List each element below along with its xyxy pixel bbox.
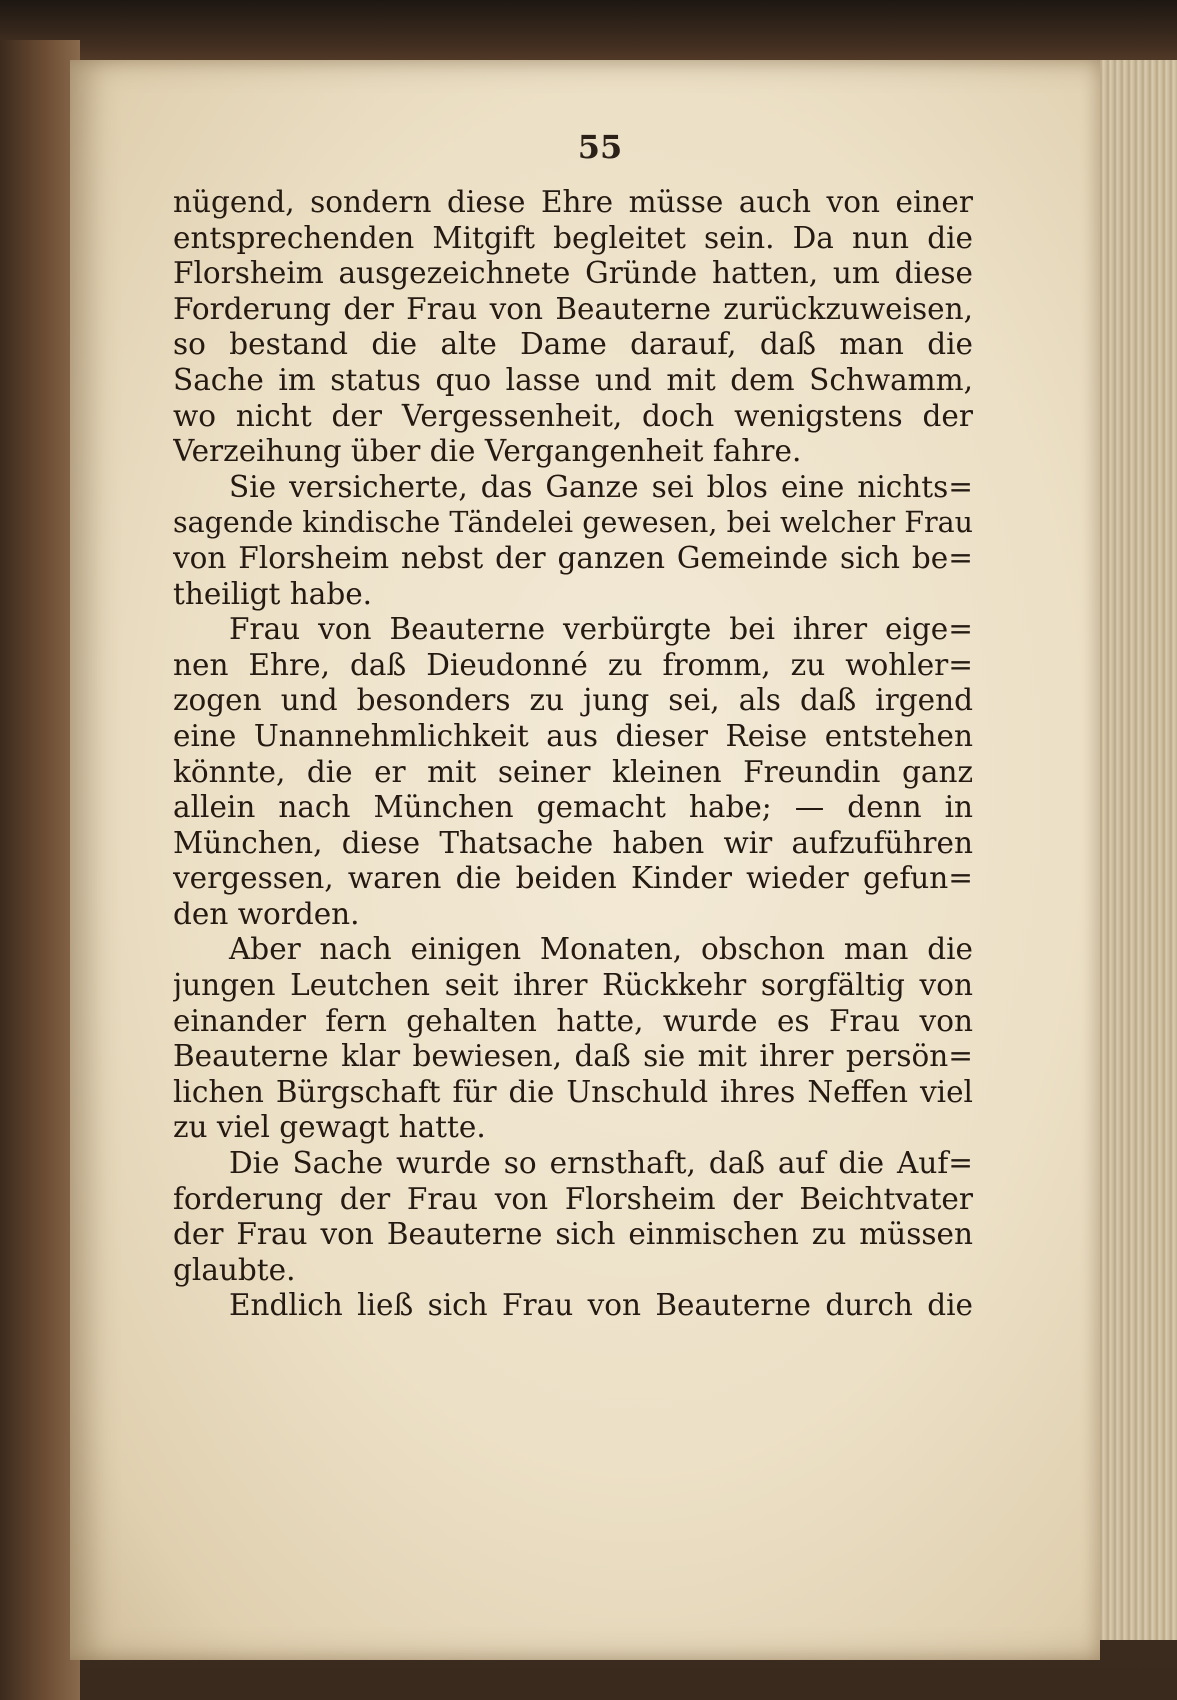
book-cover-left <box>0 40 80 1700</box>
book-page <box>70 60 1100 1660</box>
text-line: einander fern gehalten hatte, wurde es Frau von <box>173 1003 973 1038</box>
text-line: Die Sache wurde so ernsthaft, daß auf die Auf= <box>229 1146 973 1181</box>
text-line: Sie versicherte, das Ganze sei blos eine nichts= <box>229 469 973 504</box>
text-line: Frau von Beauterne verbürgte bei ihrer eige= <box>229 612 973 647</box>
text-line: vergessen, waren die beiden Kinder wieder gefun= <box>173 861 973 896</box>
text-line: den worden. <box>173 896 360 931</box>
text-line: allein nach München gemacht habe; — denn in <box>173 790 973 825</box>
text-line: könnte, die er mit seiner kleinen Freundin ganz <box>173 754 973 789</box>
text-line: Aber nach einigen Monaten, obschon man die <box>229 932 973 967</box>
text-line: Forderung der Frau von Beauterne zurückzuweisen, <box>173 291 973 326</box>
text-line: Beauterne klar bewiesen, daß sie mit ihrer persön= <box>173 1039 973 1074</box>
text-line: entsprechenden Mitgift begleitet sein. Da nun die <box>173 220 973 255</box>
text-line: zu viel gewagt hatte. <box>173 1110 486 1145</box>
text-line: Endlich ließ sich Frau von Beauterne durch die <box>229 1288 973 1323</box>
text-line: München, diese Thatsache haben wir aufzuführen <box>173 825 973 860</box>
text-line: Verzeihung über die Vergangenheit fahre. <box>173 434 802 469</box>
text-line: eine Unannehmlichkeit aus dieser Reise entstehen <box>173 718 973 753</box>
text-line: jungen Leutchen seit ihrer Rückkehr sorgfältig von <box>173 968 973 1003</box>
text-line: nügend, sondern diese Ehre müsse auch von einer <box>173 185 973 219</box>
text-line: forderung der Frau von Florsheim der Beichtvater <box>173 1181 973 1216</box>
text-line: theiligt habe. <box>173 576 373 611</box>
page-number: 55 <box>577 128 623 166</box>
text-line: glaubte. <box>173 1252 296 1287</box>
text-line: sagende kindische Tändelei gewesen, bei welcher Frau <box>173 506 973 540</box>
text-line: der Frau von Beauterne sich einmischen zu müssen <box>173 1217 973 1252</box>
text-line: Sache im status quo lasse und mit dem Schwamm, <box>173 362 973 397</box>
text-line: lichen Bürgschaft für die Unschuld ihres Neffen viel <box>173 1074 973 1109</box>
text-line: wo nicht der Vergessenheit, doch wenigstens der <box>173 398 973 433</box>
text-line: nen Ehre, daß Dieudonné zu fromm, zu wohler= <box>173 647 973 682</box>
text-line: zogen und besonders zu jung sei, als daß irgend <box>173 683 973 718</box>
text-line: Florsheim ausgezeichnete Gründe hatten, um diese <box>173 256 973 291</box>
body-text <box>173 185 973 1324</box>
text-line: von Florsheim nebst der ganzen Gemeinde sich be= <box>173 540 973 575</box>
text-line: so bestand die alte Dame darauf, daß man die <box>173 327 973 362</box>
